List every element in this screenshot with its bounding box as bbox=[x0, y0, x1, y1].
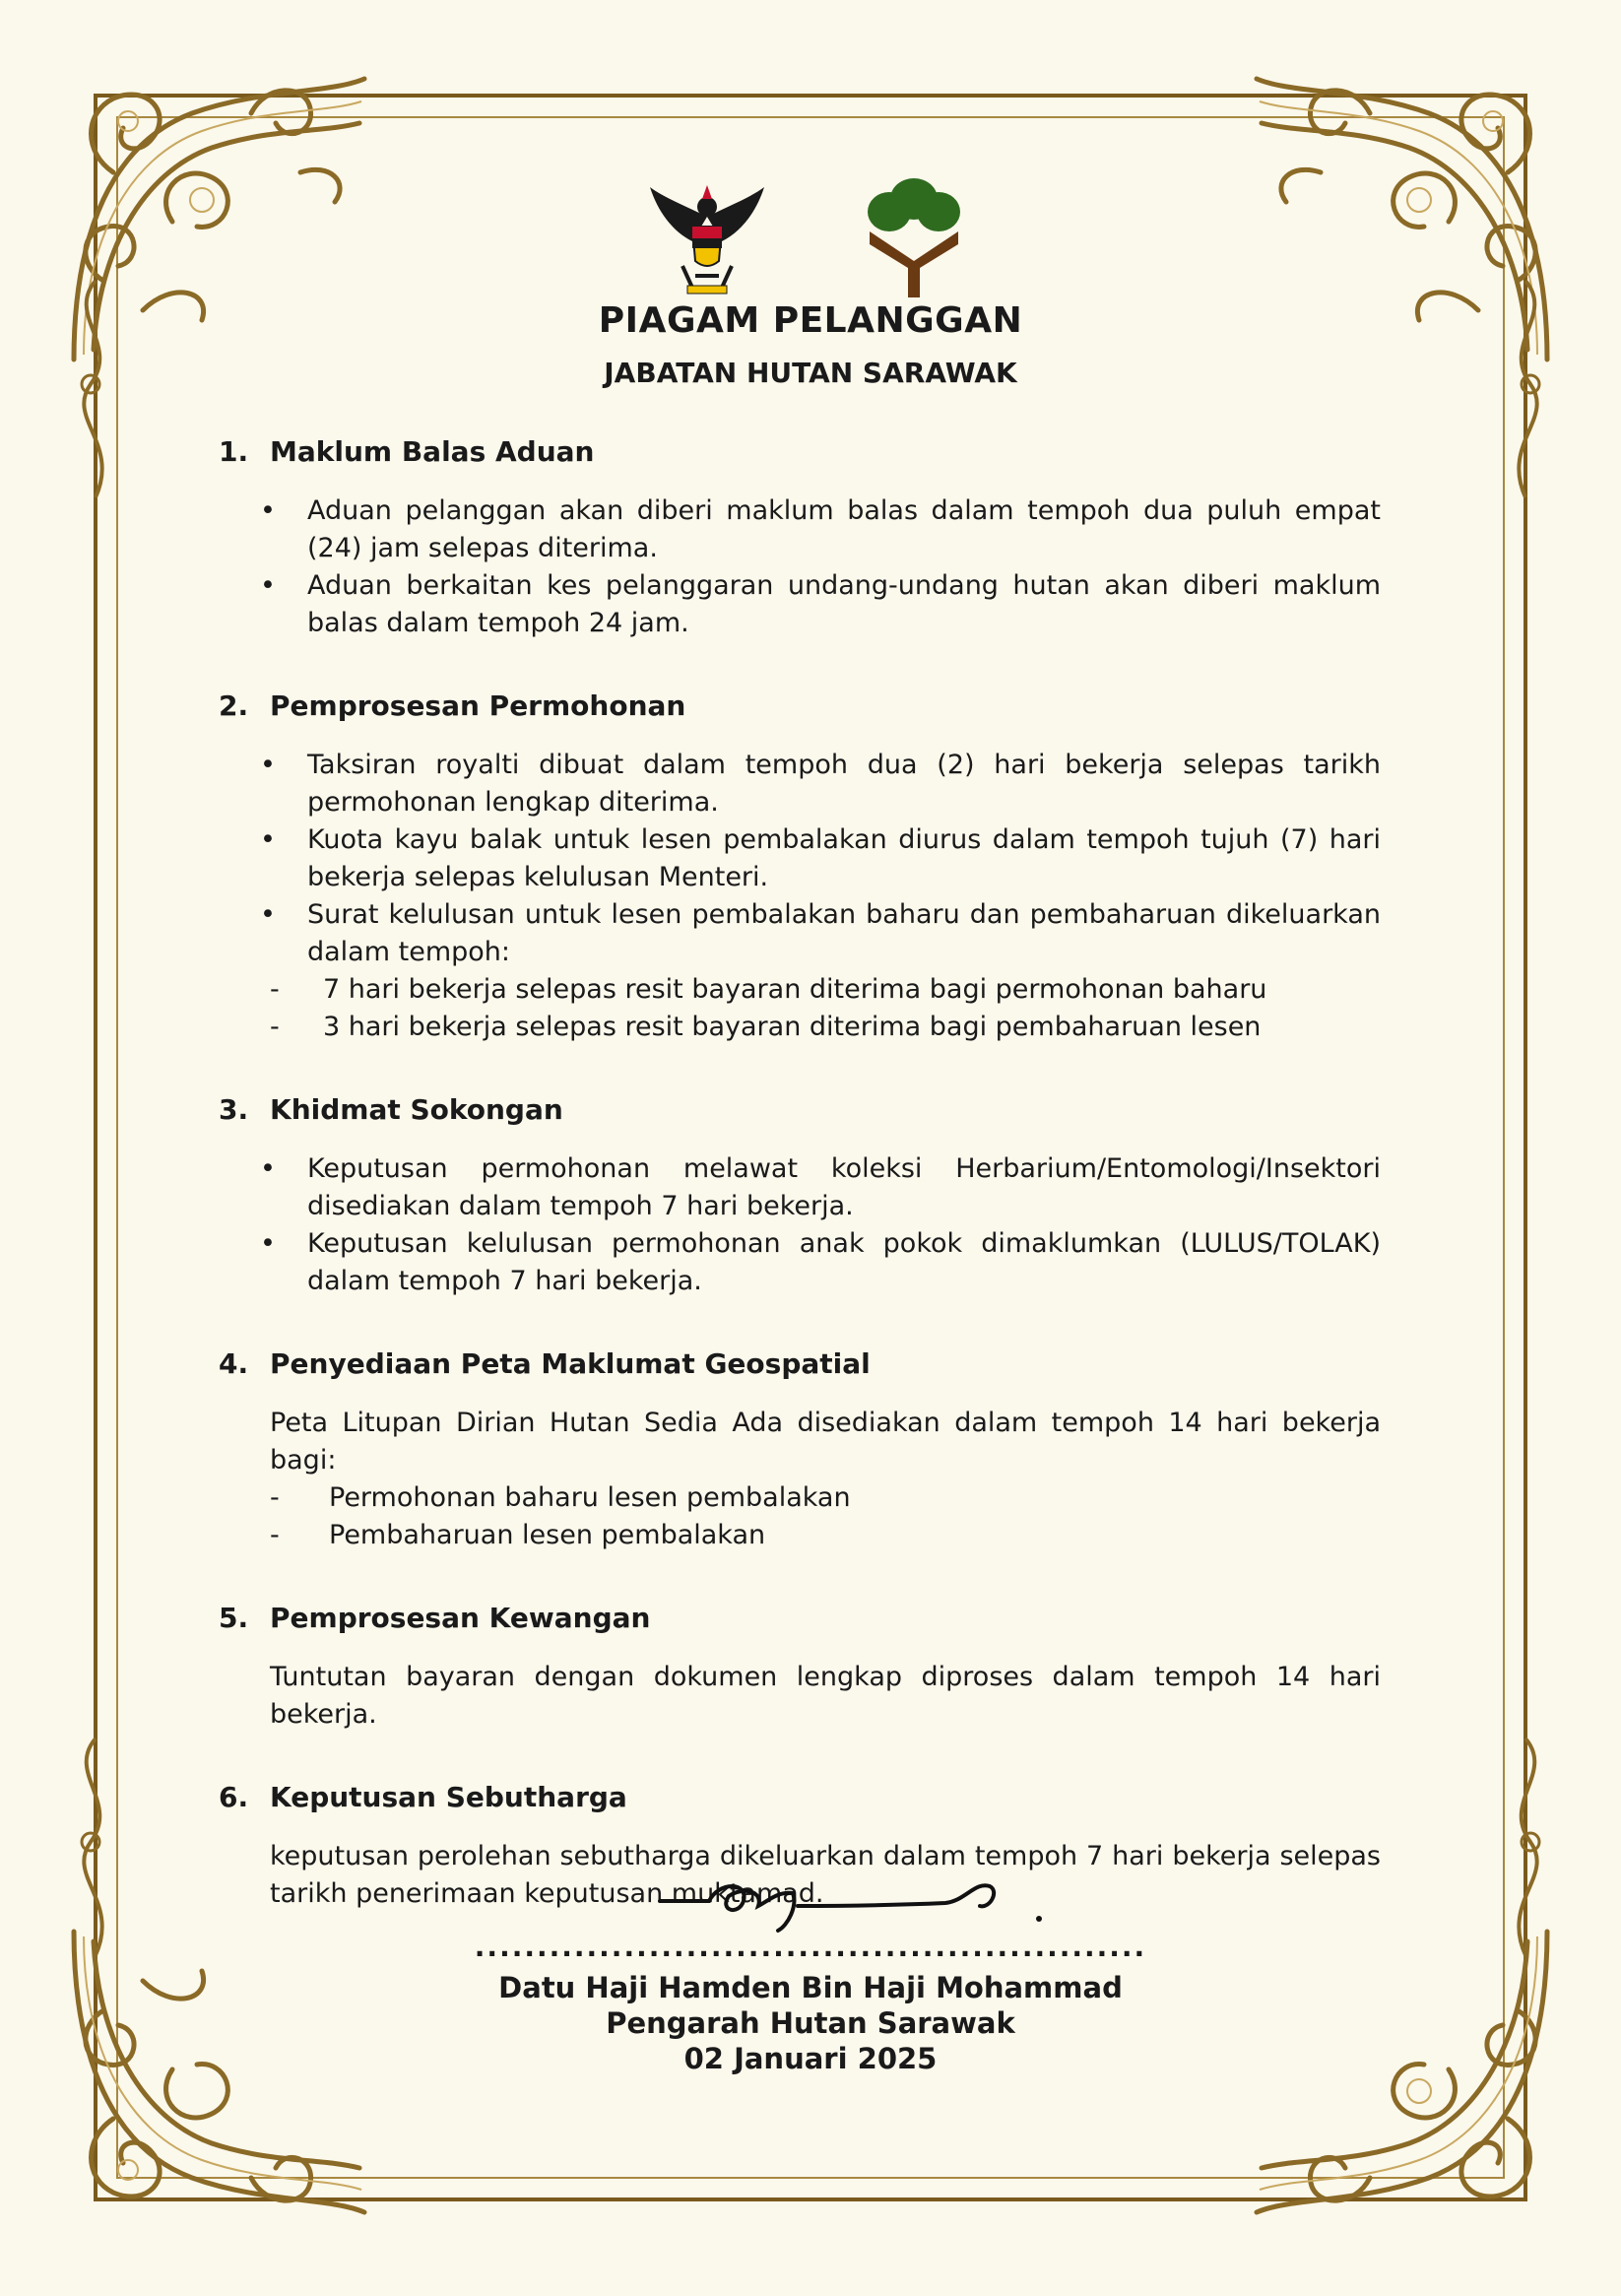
list-item: • Keputusan kelulusan permohonan anak pokok dimaklumkan (LULUS/TOLAK) dalam tempoh 7 hari bekerja. bbox=[260, 1225, 1381, 1300]
ornament-right-lower bbox=[1491, 1734, 1560, 1960]
section-application-processing bbox=[219, 688, 1381, 1046]
list-item: • Kuota kayu balak untuk lesen pembalakan diurus dalam tempoh tujuh (7) hari bekerja selepas kelulusan Menteri. bbox=[260, 821, 1381, 896]
section-number: 4. bbox=[219, 1347, 249, 1380]
list-item: • Keputusan permohonan melawat koleksi Herbarium/Entomologi/Insektori disediakan dalam tempoh 7 hari bekerja. bbox=[260, 1150, 1381, 1225]
section-number: 3. bbox=[219, 1093, 249, 1126]
document-title: PIAGAM PELANGGAN bbox=[598, 300, 1023, 341]
list-item: • Aduan pelanggan akan diberi maklum balas dalam tempoh dua puluh empat (24) jam selepas diterima. bbox=[260, 492, 1381, 567]
list-item: - 7 hari bekerja selepas resit bayaran diterima bagi permohonan baharu bbox=[266, 971, 1381, 1009]
document-subtitle: JABATAN HUTAN SARAWAK bbox=[604, 357, 1017, 389]
section-text: Tuntutan bayaran dengan dokumen lengkap diproses dalam tempoh 14 hari bekerja. bbox=[270, 1662, 1381, 1730]
section-number: 1. bbox=[219, 435, 249, 468]
section-heading bbox=[219, 433, 1381, 471]
list-item: - 3 hari bekerja selepas resit bayaran diterima bagi pembaharuan lesen bbox=[266, 1009, 1381, 1046]
bullet-list bbox=[219, 492, 1381, 642]
section-number: 6. bbox=[219, 1781, 249, 1813]
list-item: • Aduan berkaitan kes pelanggaran undang-undang hutan akan diberi maklum balas dalam tempoh 24 jam. bbox=[260, 567, 1381, 642]
ornament-left-lower bbox=[61, 1734, 130, 1960]
section-title: Penyediaan Peta Maklumat Geospatial bbox=[270, 1347, 871, 1380]
section-text: keputusan perolehan sebutharga dikeluarkan dalam tempoh 7 hari bekerja selepas tarikh penerimaan keputusan muktamad. bbox=[270, 1841, 1381, 1909]
section-title: Khidmat Sokongan bbox=[270, 1093, 563, 1126]
bullet-list bbox=[219, 1150, 1381, 1300]
section-title: Pemprosesan Kewangan bbox=[270, 1602, 651, 1634]
signature-line: ...................................................... bbox=[474, 1931, 1147, 1963]
section-support-services bbox=[219, 1091, 1381, 1300]
section-title: Maklum Balas Aduan bbox=[270, 435, 595, 468]
dash-list bbox=[219, 1479, 1381, 1554]
section-title: Keputusan Sebutharga bbox=[270, 1781, 627, 1813]
bullet-list bbox=[219, 747, 1381, 971]
section-heading bbox=[219, 1600, 1381, 1637]
signature-date: 02 Januari 2025 bbox=[683, 2042, 938, 2075]
section-title: Pemprosesan Permohonan bbox=[270, 689, 686, 722]
list-item: • Surat kelulusan untuk lesen pembalakan baharu dan pembaharuan dikeluarkan dalam tempoh: bbox=[260, 896, 1381, 971]
section-heading bbox=[219, 1779, 1381, 1816]
logo-row bbox=[0, 177, 1621, 300]
signer-name: Datu Haji Hamden Bin Haji Mohammad bbox=[498, 1971, 1123, 2004]
section-heading bbox=[219, 1345, 1381, 1383]
charter-content bbox=[219, 433, 1381, 1958]
dash-list bbox=[219, 971, 1381, 1046]
section-heading bbox=[219, 688, 1381, 725]
list-item: • Taksiran royalti dibuat dalam tempoh dua (2) hari bekerja selepas tarikh permohonan lengkap diterima. bbox=[260, 747, 1381, 821]
section-finance-processing bbox=[219, 1600, 1381, 1734]
forest-department-logo-icon bbox=[855, 177, 973, 300]
sarawak-coat-of-arms-icon bbox=[648, 177, 766, 300]
section-number: 2. bbox=[219, 689, 249, 722]
section-heading bbox=[219, 1091, 1381, 1129]
list-item: - Pembaharuan lesen pembalakan bbox=[270, 1517, 1381, 1554]
section-geospatial-maps bbox=[219, 1345, 1381, 1554]
section-number: 5. bbox=[219, 1602, 249, 1634]
section-complaint-feedback bbox=[219, 433, 1381, 642]
list-item: - Permohonan baharu lesen pembalakan bbox=[270, 1479, 1381, 1517]
section-text: Peta Litupan Dirian Hutan Sedia Ada disediakan dalam tempoh 14 hari bekerja bagi: bbox=[270, 1408, 1381, 1476]
signer-position: Pengarah Hutan Sarawak bbox=[606, 2006, 1015, 2040]
